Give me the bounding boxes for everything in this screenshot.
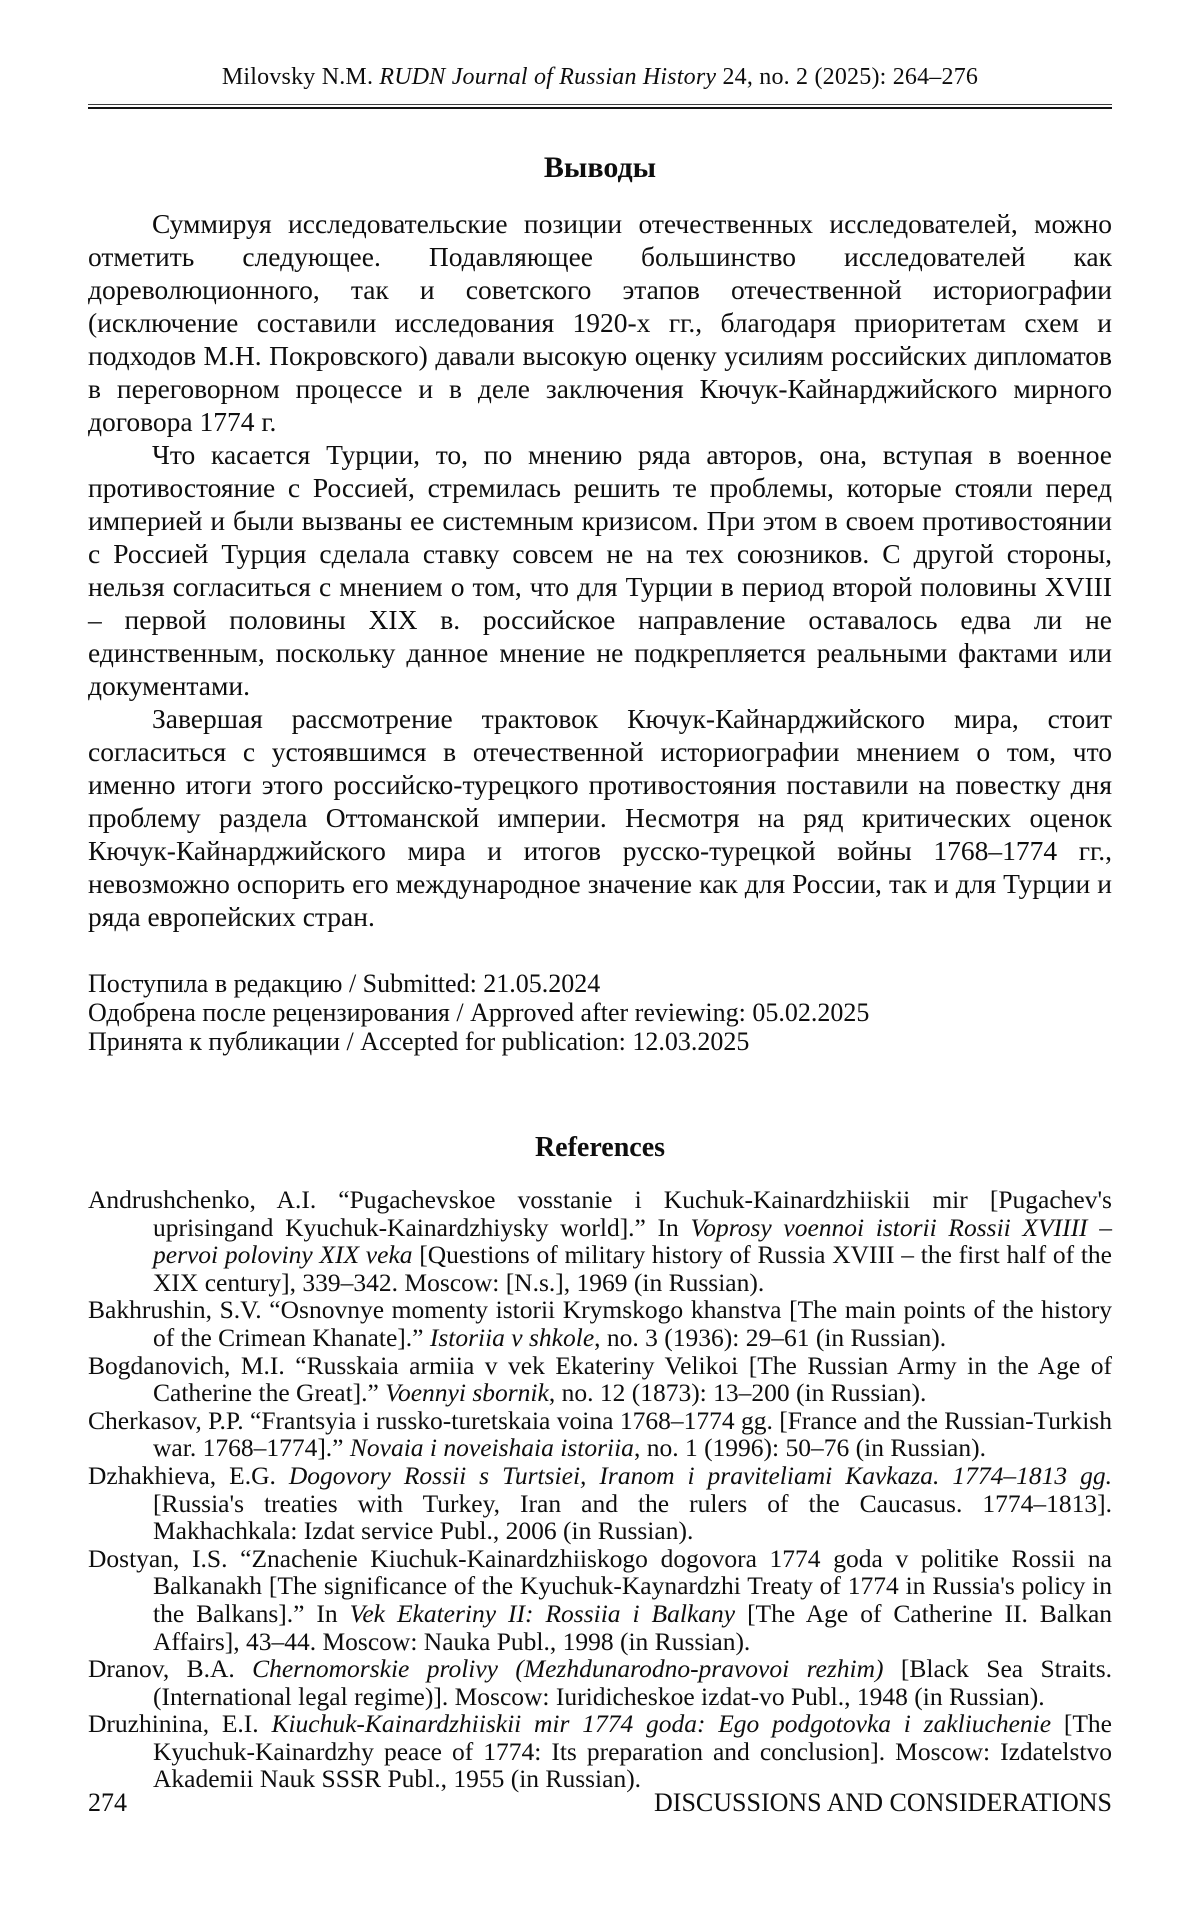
reference-title-italic: Voprosy voennoi istorii Rossii XVIIII – pervoi poloviny XIX veka (153, 1212, 1112, 1270)
running-head-issue-info: 24, no. 2 (2025): 264–276 (716, 64, 979, 90)
reference-text: [Questions of military history of Russia XVIII – the first half of the XIX century], 339–342. Moscow: [N.s.], 1969 (in Russian). (153, 1240, 1112, 1297)
conclusions-paragraphs (88, 207, 1112, 933)
reference-entry (88, 1462, 1112, 1545)
page-number: 274 (88, 1788, 127, 1817)
conclusions-heading: Выводы (543, 151, 657, 184)
reference-text: [The Kyuchuk-Kainardzhy peace of 1774: Its preparation and conclusion]. Moscow: Izdatelstvo Akademii Nauk SSSR Publ., 1955 (in Russian). (153, 1709, 1112, 1794)
running-head-author: Milovsky N.M. (221, 64, 380, 90)
reference-text: , no. 3 (1936): 29–61 (in Russian). (594, 1322, 947, 1352)
header-rule (88, 104, 1112, 109)
reference-text: [Russia's treaties with Turkey, Iran and the rulers of the Caucasus. 1774–1813]. Makhachkala: Izdat service Publ., 2006 (in Russian). (153, 1488, 1112, 1546)
reference-entry (88, 1186, 1112, 1296)
reference-entry (88, 1655, 1112, 1710)
reference-text: Druzhinina, E.I. (88, 1709, 272, 1739)
reference-entry (88, 1545, 1112, 1655)
reference-entry (88, 1352, 1112, 1407)
reference-title-italic: Voennyi sbornik (385, 1378, 549, 1408)
reference-text: Dzhakhieva, E.G. (88, 1460, 289, 1490)
references-list (88, 1186, 1112, 1793)
reference-text: , no. 12 (1873): 13–200 (in Russian). (548, 1378, 927, 1408)
reference-title-italic: Vek Ekateriny II: Rossiia i Balkany (349, 1598, 736, 1628)
reference-text: Bakhrushin, S.V. “Osnovnye momenty istorii Krymskogo khanstva [The main points of the history of the Crimean Khanate].” (88, 1295, 1112, 1352)
footer-section-title: DISCUSSIONS AND CONSIDERATIONS (654, 1788, 1112, 1817)
running-head-journal-title: RUDN Journal of Russian History (379, 64, 717, 90)
body-paragraph: Завершая рассмотрение трактовок Кючук-Кайнарджийского мира, стоит согласиться с устоявшимся в отечественной историографии мнением о том, что именно итоги этого российско-турецкого противостояния поставили на повестку дня проблему раздела Оттоманской империи. Несмотря на ряд критических оценок Кючук-Кайнарджийского мира и итогов русско-турецкой войны 1768–1774 гг., невозможно оспорить его международное значение как для России, так и для Турции и ряда европейских стран. (88, 703, 1112, 932)
reference-title-italic: Kiuchuk-Kainardzhiiskii mir 1774 goda: Ego podgotovka i zakliuchenie (271, 1709, 1052, 1739)
reference-text: Andrushchenko, A.I. “Pugachevskoe vosstanie i Kuchuk-Kainardzhiiskii mir [Pugachev's uprisingand Kyuchuk-Kainardzhiysky world].” In (88, 1185, 1112, 1242)
date-line: Поступила в редакцию / Submitted: 21.05.2024 (88, 969, 601, 998)
body-paragraph: Что касается Турции, то, по мнению ряда авторов, она, вступая в военное противостояние с Россией, стремилась решить те проблемы, которые стояли перед империей и были вызваны ее системным кризисом. При этом в своем противостоянии с Россией Турция сделала ставку совсем не на тех союзников. С другой стороны, нельзя согласиться с мнением о том, что для Турции в период второй половины XVIII – первой половины XIX в. российское направление оставалось едва ли не единственным, поскольку данное мнение не подкрепляется реальными фактами или документами. (88, 439, 1112, 701)
date-line: Принята к публикации / Accepted for publication: 12.03.2025 (88, 1027, 750, 1056)
body-paragraph: Суммируя исследовательские позиции отечественных исследователей, можно отметить следующее. Подавляющее большинство исследователей как дореволюционного, так и советского этапов отечественной историографии (исключение составили исследования 1920-х гг., благодаря приоритетам схем и подходов М.Н. Покровского) давали высокую оценку усилиям российских дипломатов в переговорном процессе и в деле заключения Кючук-Кайнарджийского мирного договора 1774 г. (88, 208, 1112, 437)
reference-text: [The Age of Catherine II. Balkan Affairs], 43–44. Moscow: Nauka Publ., 1998 (in Russian). (153, 1598, 1113, 1656)
dates-block (88, 969, 1112, 1056)
reference-entry (88, 1407, 1112, 1462)
reference-title-italic: Dogovory Rossii s Turtsiei, Iranom i praviteliami Kavkaza. 1774–1813 gg. (288, 1460, 1112, 1490)
reference-text: Cherkasov, P.P. “Frantsyia i russko-turetskaia voina 1768–1774 gg. [France and the Russian-Turkish war. 1768–1774].” (88, 1405, 1112, 1463)
reference-title-italic: Chernomorskie prolivy (Mezhdunarodno-pravovoi rezhim) (252, 1654, 884, 1684)
page-footer (88, 1788, 1112, 1818)
reference-title-italic: Istoriia v shkole (429, 1322, 595, 1352)
reference-entry (88, 1710, 1112, 1793)
reference-text: Dostyan, I.S. “Znachenie Kiuchuk-Kainardzhiiskogo dogovora 1774 goda v politike Rossii na Balkanakh [The significance of the Kyuchuk-Kaynardzhi Treaty of 1774 in Russia's policy in the Balkans].” In (88, 1543, 1112, 1628)
reference-text: Bogdanovich, M.I. “Russkaia armiia v vek Ekateriny Velikoi [The Russian Army in the Age of Catherine the Great].” (88, 1350, 1112, 1408)
reference-text: [Black Sea Straits. (International legal regime)]. Moscow: Iuridicheskoe izdat-vo Publ., 1948 (in Russian). (153, 1654, 1112, 1711)
date-line: Одобрена после рецензирования / Approved after reviewing: 05.02.2025 (88, 998, 870, 1027)
reference-text: Dranov, B.A. (88, 1654, 253, 1684)
reference-entry (88, 1296, 1112, 1351)
references-heading: References (534, 1132, 666, 1163)
running-head (88, 0, 1112, 91)
reference-text: , no. 1 (1996): 50–76 (in Russian). (633, 1433, 986, 1463)
reference-title-italic: Novaia i noveishaia istoriia (349, 1433, 634, 1463)
